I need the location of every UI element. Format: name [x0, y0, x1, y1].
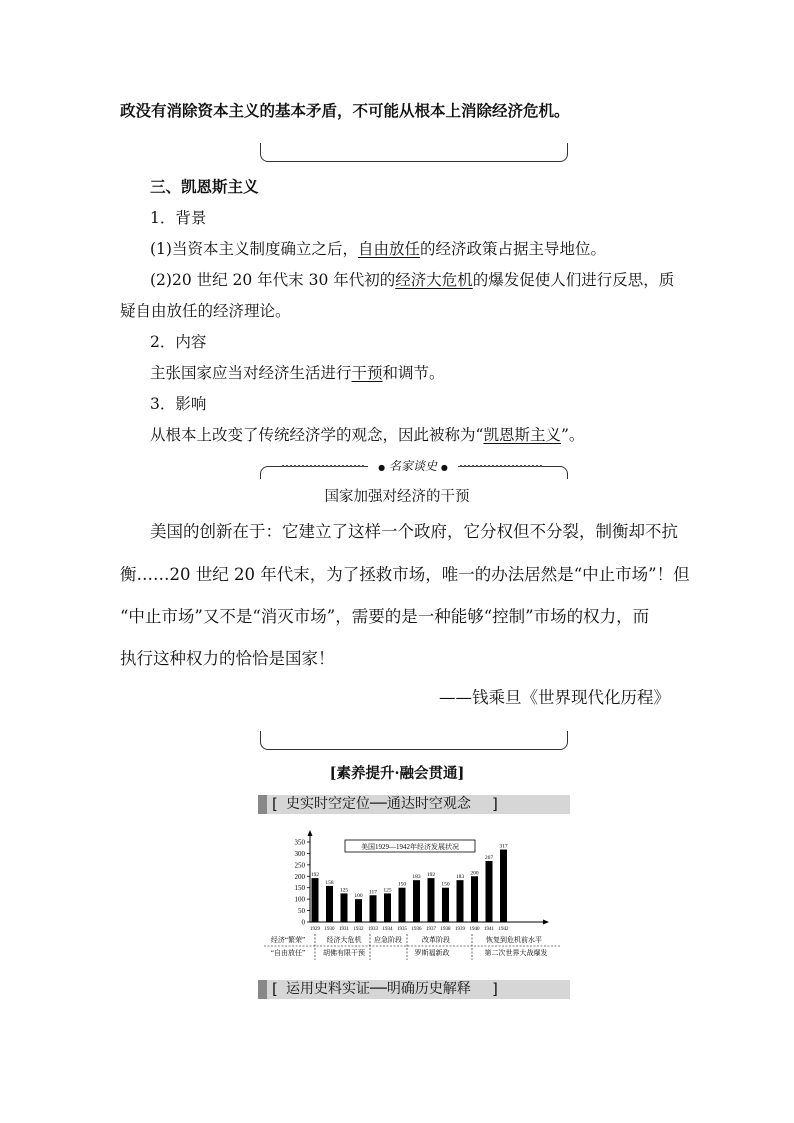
- bar: [399, 888, 406, 922]
- bar: [457, 880, 464, 922]
- subheading-content: 2．内容: [150, 333, 207, 351]
- bar: [341, 893, 348, 922]
- bar-value-label: 192: [310, 872, 320, 879]
- x-tick-label: 1934: [382, 927, 393, 932]
- x-tick-label: 1930: [324, 927, 335, 932]
- x-tick-label: 1932: [353, 927, 364, 932]
- bar-value-label: 183: [455, 874, 465, 881]
- bar: [442, 888, 449, 922]
- famous-source: ——钱乘旦《世界现代化历程》: [439, 688, 670, 707]
- x-tick-label: 1937: [426, 927, 436, 932]
- bar-value-label: 158: [325, 879, 334, 886]
- chart-title: 美国1929—1942年经济发展状况: [361, 843, 459, 851]
- famous-line-3: “中止市场”又不是“消灭市场”，需要的是一种能够“控制”市场的权力，而: [120, 607, 650, 626]
- band-evidence: [ 运用史料实证──明确历史解释 ]: [258, 980, 570, 999]
- bar-value-label: 317: [499, 843, 508, 850]
- bar-value-label: 183: [412, 874, 421, 881]
- bar-value-label: 125: [383, 887, 392, 894]
- keyword-intervention: 干预: [351, 364, 383, 382]
- bar: [312, 878, 319, 922]
- section-heading: 三、凯恩斯主义: [150, 177, 259, 196]
- phase-label: 第二次世界大战爆发: [484, 949, 548, 957]
- subheading-impact: 3．影响: [150, 395, 207, 413]
- x-tick-label: 1938: [440, 927, 451, 932]
- famous-line-2: 衡……20 世纪 20 年代末，为了拯救市场，唯一的办法居然是“中止市场”！但: [120, 565, 690, 584]
- x-tick-label: 1939: [455, 927, 465, 932]
- bar-value-label: 100: [354, 893, 363, 900]
- y-tick-label: 150: [294, 884, 305, 893]
- suyang-heading: [素养提升·融会贯通]: [329, 765, 465, 782]
- phase-label: 经济“繁荣”: [270, 936, 306, 944]
- bar-value-label: 200: [470, 870, 479, 877]
- background-point-1: (1)当资本主义制度确立之后，自由放任的经济政策占据主导地位。: [150, 240, 606, 258]
- phase-label: 罗斯福新政: [414, 949, 450, 957]
- y-tick-label: 100: [294, 895, 305, 904]
- band-timeline: [ 史实时空定位──通达时空观念 ]: [258, 795, 570, 814]
- bar-value-label: 192: [426, 872, 436, 879]
- x-axis-arrow: [543, 920, 549, 925]
- keyword-great-depression: 经济大危机: [395, 271, 473, 289]
- y-tick-label: 0: [301, 918, 305, 927]
- famous-box-top: ● 名家谈史 ●: [260, 457, 566, 477]
- famous-box-bottom: [260, 731, 568, 750]
- impact-text: 从根本上改变了传统经济学的观念，因此被称为“凯恩斯主义”。: [150, 426, 585, 444]
- famous-label: 名家谈史: [388, 459, 437, 473]
- box-bottom-bracket: [260, 143, 568, 162]
- background-point-2-cont: 疑自由放任的经济理论。: [120, 302, 291, 320]
- bar-value-label: 267: [484, 854, 494, 861]
- bar: [486, 861, 493, 922]
- phase-label: “自由放任”: [270, 949, 306, 957]
- background-point-2: (2)20 世纪 20 年代末 30 年代初的经济大危机的爆发促使人们进行反思，质: [150, 271, 675, 289]
- phase-label: 经济大危机: [326, 936, 362, 944]
- y-tick-label: 50: [298, 907, 305, 916]
- phase-label: 改革阶段: [422, 936, 450, 944]
- y-tick-label: 350: [294, 838, 305, 847]
- bar: [384, 893, 391, 922]
- x-tick-label: 1935: [397, 927, 407, 932]
- keyword-laissez-faire: 自由放任: [357, 240, 420, 258]
- x-tick-label: 1942: [498, 927, 509, 932]
- keyword-keynesianism: 凯恩斯主义: [483, 426, 561, 444]
- x-tick-label: 1929: [310, 927, 320, 932]
- y-axis-arrow: [308, 830, 313, 836]
- bar-value-label: 117: [368, 889, 378, 896]
- phase-label: 应急阶段: [374, 936, 402, 944]
- bar-value-label: 150: [441, 881, 450, 888]
- phase-label: 恢复到危机前水平: [486, 936, 542, 944]
- bar-value-label: 150: [397, 881, 407, 888]
- band-evidence-text: 运用史料实证──明确历史解释: [286, 981, 471, 997]
- band-timeline-text: 史实时空定位──通达时空观念: [286, 796, 471, 812]
- x-tick-label: 1940: [469, 927, 480, 932]
- subheading-background: 1．背景: [150, 209, 207, 227]
- x-tick-label: 1933: [368, 927, 378, 932]
- bar: [413, 880, 420, 922]
- y-tick-label: 200: [294, 872, 305, 881]
- y-tick-label: 300: [294, 849, 305, 858]
- bar: [355, 899, 362, 922]
- phase-label: 胡佛有限干预: [323, 949, 365, 957]
- famous-line-4: 执行这种权力的恰恰是国家！: [120, 649, 335, 668]
- x-tick-label: 1941: [484, 927, 494, 932]
- bar: [471, 876, 478, 922]
- continued-text: 政没有消除资本主义的基本矛盾，不可能从根本上消除经济危机。: [120, 101, 570, 120]
- bar: [500, 850, 507, 922]
- bar-value-label: 125: [339, 887, 349, 894]
- famous-title: 国家加强对经济的干预: [324, 489, 470, 505]
- bar: [428, 878, 435, 922]
- x-tick-label: 1936: [411, 927, 422, 932]
- bar: [326, 886, 333, 922]
- x-tick-label: 1931: [339, 927, 349, 932]
- y-tick-label: 250: [294, 861, 305, 870]
- economy-chart: [262, 828, 562, 968]
- bar: [370, 895, 377, 922]
- famous-line-1: 美国的创新在于：它建立了这样一个政府，它分权但不分裂，制衡却不抗: [150, 522, 678, 541]
- content-text: 主张国家应当对经济生活进行干预和调节。: [150, 364, 445, 382]
